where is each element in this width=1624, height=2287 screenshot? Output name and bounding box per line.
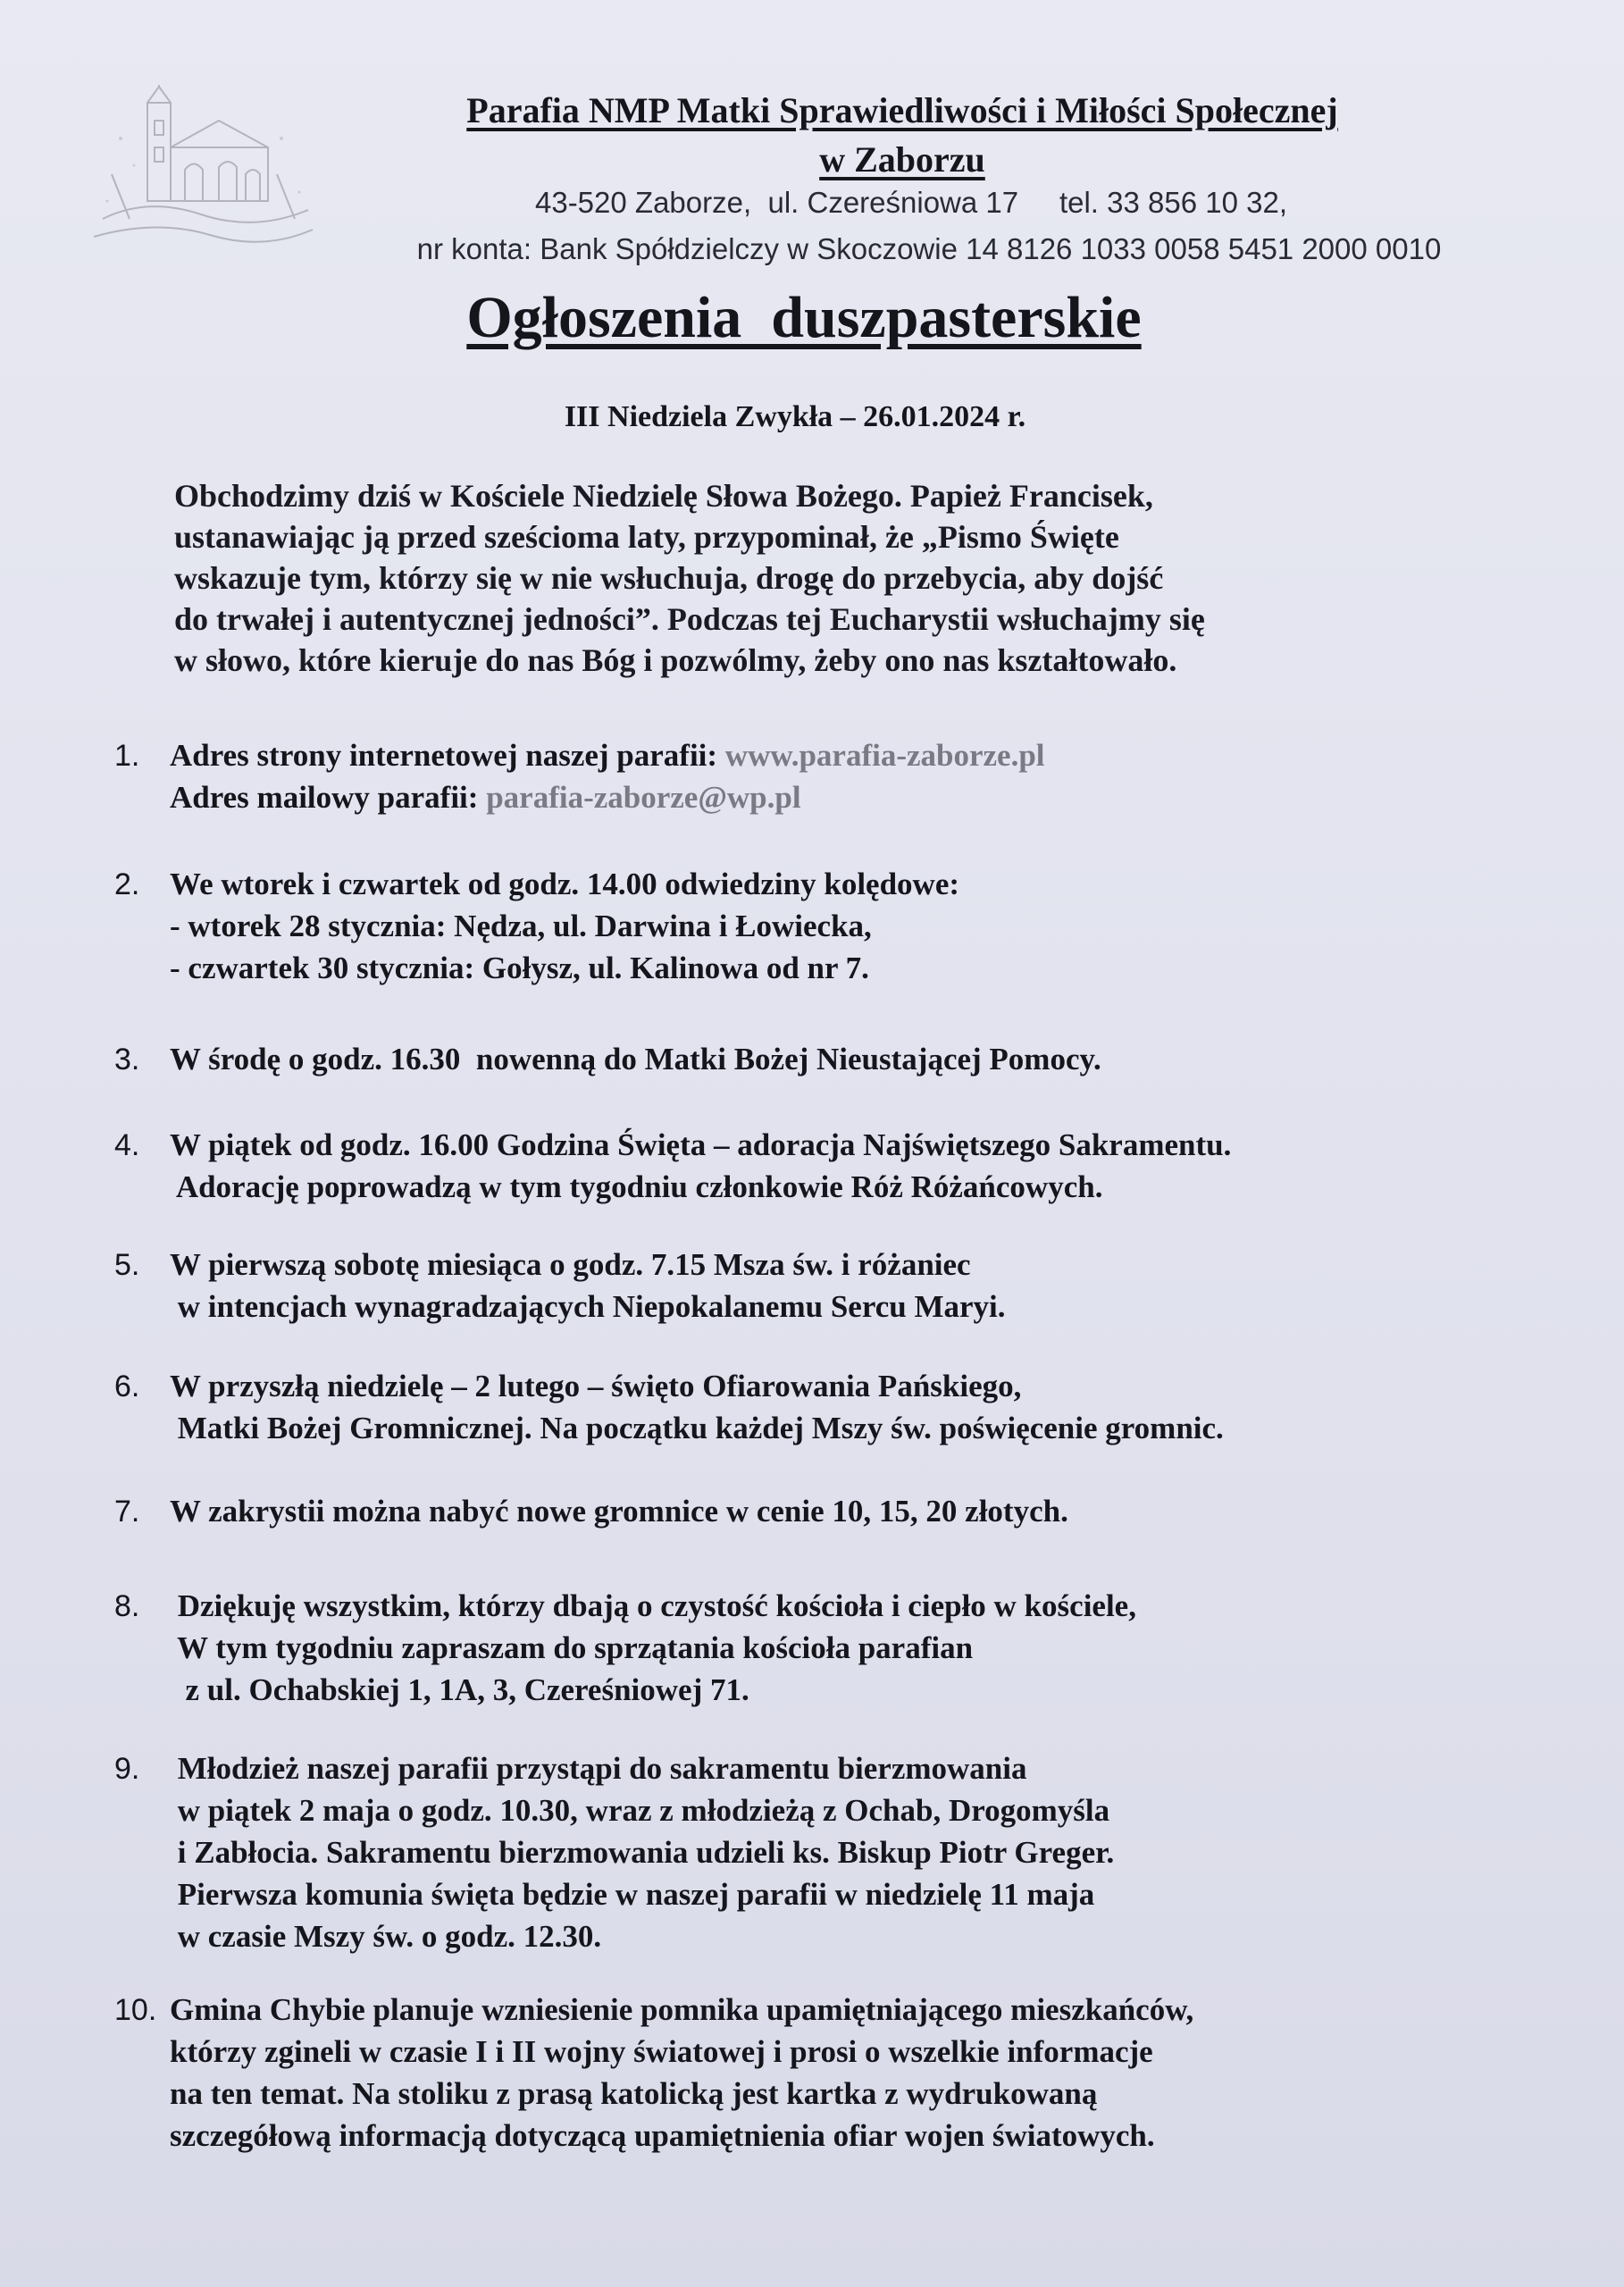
email-link[interactable]: parafia-zaborze@wp.pl <box>486 780 801 815</box>
item-line: - wtorek 28 stycznia: Nędza, ul. Darwina i Łowiecka, <box>170 909 872 943</box>
item-text <box>170 1989 1492 2157</box>
item-text <box>170 1244 1492 1328</box>
intro-paragraph <box>174 475 1461 681</box>
document-title: Ogłoszenia duszpasterskie <box>466 285 1142 350</box>
parish-address: 43-520 Zaborze, ul. Czereśniowa 17 tel. 33 856 10 32, <box>534 186 1287 219</box>
item-line: w piątek 2 maja o godz. 10.30, wraz z młodzieżą z Ochab, Drogomyśla <box>170 1793 1110 1828</box>
item-number: 9. <box>114 1752 140 1786</box>
item-line <box>170 776 1492 818</box>
item-number: 6. <box>114 1370 140 1403</box>
item-number: 8. <box>114 1589 140 1623</box>
item-line: Dziękuję wszystkim, którzy dbają o czystość kościoła i ciepło w kościele, <box>170 1588 1136 1623</box>
item-line: W tym tygodniu zapraszam do sprzątania kościoła parafian <box>170 1630 974 1665</box>
intro-line: Obchodzimy dziś w Kościele Niedzielę Słowa Bożego. Papież Francisek, <box>174 478 1153 514</box>
item-text <box>170 1124 1492 1208</box>
item-number: 7. <box>114 1495 140 1529</box>
item-line: szczegółową informacją dotyczącą upamiętnienia ofiar wojen światowych. <box>170 2118 1155 2153</box>
item-text <box>170 1585 1492 1711</box>
church-stamp-icon <box>85 85 317 264</box>
intro-line: wskazuje tym, którzy się w nie wsłuchuja, drogę do przebycia, aby dojść <box>174 560 1164 596</box>
parish-name: Parafia NMP Matki Sprawiedliwości i Miłości Społecznej <box>466 90 1338 130</box>
intro-line: w słowo, które kieruje do nas Bóg i pozwólmy, żeby ono nas kształtowało. <box>174 642 1177 678</box>
website-link[interactable]: www.parafia-zaborze.pl <box>724 738 1045 773</box>
item-number: 4. <box>114 1128 140 1162</box>
item-line: W pierwszą sobotę miesiąca o godz. 7.15 Msza św. i różaniec <box>170 1247 971 1282</box>
item-line: Matki Bożej Gromnicznej. Na początku każdej Mszy św. poświęcenie gromnic. <box>170 1411 1224 1445</box>
parish-bank-account: nr konta: Bank Spółdzielczy w Skoczowie 14 8126 1033 0058 5451 2000 0010 <box>416 232 1442 265</box>
item-line: Młodzież naszej parafii przystąpi do sakramentu bierzmowania <box>170 1751 1027 1786</box>
item-line: na ten temat. Na stoliku z prasą katolicką jest kartka z wydrukowaną <box>170 2076 1098 2111</box>
item-line: Adorację poprowadzą w tym tygodniu członkowie Róż Różańcowych. <box>170 1169 1103 1204</box>
item-line: W środę o godz. 16.30 nowenną do Matki Bożej Nieustającej Pomocy. <box>170 1042 1101 1076</box>
item-line-text: Adres strony internetowej naszej parafii: <box>170 738 725 773</box>
item-number: 2. <box>114 867 140 901</box>
item-line: W przyszłą niedzielę – 2 lutego – święto Ofiarowania Pańskiego, <box>170 1369 1022 1403</box>
item-number: 5. <box>114 1248 140 1282</box>
item-text <box>170 1365 1492 1449</box>
item-line <box>170 734 1492 776</box>
item-line: W zakrystii można nabyć nowe gromnice w cenie 10, 15, 20 złotych. <box>170 1494 1068 1529</box>
item-text <box>170 1490 1492 1532</box>
liturgical-date: III Niedziela Zwykła – 26.01.2024 r. <box>564 400 1026 433</box>
item-line: w czasie Mszy św. o godz. 12.30. <box>170 1919 602 1954</box>
item-line: Pierwsza komunia święta będzie w naszej parafii w niedzielę 11 maja <box>170 1877 1095 1912</box>
item-line: i Zabłocia. Sakramentu bierzmowania udzieli ks. Biskup Piotr Greger. <box>170 1835 1115 1870</box>
parish-place: w Zaborzu <box>819 139 985 180</box>
item-text <box>170 1038 1492 1080</box>
item-text <box>170 863 1492 989</box>
item-line: którzy zgineli w czasie I i II wojny światowej i prosi o wszelkie informacje <box>170 2034 1153 2069</box>
item-line: w intencjach wynagradzających Niepokalanemu Sercu Maryi. <box>170 1289 1006 1324</box>
item-line: Gmina Chybie planuje wzniesienie pomnika upamiętniającego mieszkańców, <box>170 1992 1194 2027</box>
item-line-text: Adres mailowy parafii: <box>170 780 487 815</box>
item-number: 1. <box>114 739 140 773</box>
item-line: - czwartek 30 stycznia: Gołysz, ul. Kalinowa od nr 7. <box>170 951 869 985</box>
item-line: We wtorek i czwartek od godz. 14.00 odwiedziny kolędowe: <box>170 867 960 901</box>
item-number: 3. <box>114 1043 140 1076</box>
item-line: z ul. Ochabskiej 1, 1A, 3, Czereśniowej 71. <box>170 1672 749 1707</box>
intro-line: do trwałej i autentycznej jedności”. Podczas tej Eucharystii wsłuchajmy się <box>174 601 1205 637</box>
item-number: 10. <box>114 1993 157 2027</box>
item-line: W piątek od godz. 16.00 Godzina Święta – adoracja Najświętszego Sakramentu. <box>170 1127 1232 1162</box>
item-text <box>170 734 1492 818</box>
intro-line: ustanawiając ją przed sześcioma laty, przypominał, że „Pismo Święte <box>174 519 1119 555</box>
item-text <box>170 1747 1492 1957</box>
